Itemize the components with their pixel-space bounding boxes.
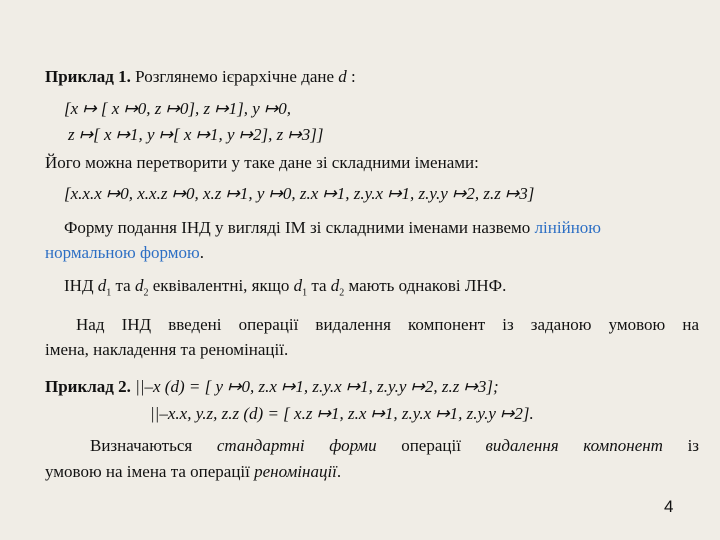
example2-line1	[45, 376, 700, 398]
linear-form-link-part1[interactable]: лінійною	[534, 218, 601, 237]
para-defined-line1	[90, 435, 699, 457]
example2-formula2: ||–x.x, y.z, z.z (d) = [ x.z ↦1, z.x ↦1, z.y.x ↦1, z.y.y ↦2].	[150, 404, 534, 423]
equiv-d1: d	[97, 276, 107, 295]
defined-period: .	[336, 462, 342, 481]
formula1-line1: [x ↦ [ x ↦0, z ↦0], z ↦1], y ↦0,	[64, 99, 292, 118]
page-number: 4	[664, 497, 674, 516]
equiv-text-a: ІНД	[64, 276, 98, 295]
defined-standard-forms: стандартні форми	[216, 436, 377, 455]
equiv-text-and: та	[307, 276, 331, 295]
para-linear-form-end: .	[199, 243, 204, 262]
para-linear-form-text: Форму подання ІНД у вигляді ІМ зі складними іменами назвемо	[64, 218, 535, 237]
example1-intro: Розглянемо ієрархічне дане	[135, 67, 335, 86]
para-operations-line2: імена, накладення та реномінації.	[45, 340, 289, 359]
example1-label: Приклад 1.	[45, 67, 131, 86]
formula2: [x.x.x ↦0, x.x.z ↦0, x.z ↦1, y ↦0, z.x ↦1, z.y.x ↦1, z.y.y ↦2, z.z ↦3]	[64, 184, 535, 203]
text-can-transform: Його можна перетворити у таке дане зі складними іменами:	[45, 153, 479, 172]
equiv-text-c: еквівалентні, якщо	[148, 276, 294, 295]
linear-form-link-part2[interactable]: нормальною формою	[45, 243, 200, 262]
equiv-text-b: та	[111, 276, 135, 295]
example2-label: Приклад 2.	[45, 377, 131, 396]
para-linear-form-line2	[45, 242, 700, 264]
example1-colon: :	[346, 67, 356, 86]
equiv-text-e: мають однакові ЛНФ.	[344, 276, 507, 295]
para-operations-line1: Над ІНД введені операції видалення компонент із заданою умовою на	[76, 315, 699, 334]
equiv-sub1: 1	[106, 287, 112, 299]
defined-renomination: реномінації	[254, 462, 337, 481]
example1-var: d	[338, 67, 347, 86]
equiv-d1b: d	[293, 276, 303, 295]
equiv-d2: d	[134, 276, 144, 295]
example2-formula1: ||–x (d) = [ y ↦0, z.x ↦1, z.y.x ↦1, z.y.y ↦2, z.z ↦3];	[135, 377, 499, 396]
para-defined-line2	[45, 461, 700, 483]
defined-text-a: Визначаються	[90, 436, 193, 455]
equiv-d2b: d	[330, 276, 340, 295]
defined-removal: видалення компонент	[485, 436, 663, 455]
formula1-line2: z ↦[ x ↦1, y ↦[ x ↦1, y ↦2], z ↦3]]	[68, 125, 324, 144]
example1-heading	[45, 66, 700, 88]
equiv-sub2: 2	[143, 287, 149, 299]
defined-text-f: умовою на імена та операції	[45, 462, 255, 481]
defined-text-e: із	[687, 436, 700, 455]
equiv-sub1b: 1	[302, 287, 308, 299]
para-linear-form-line1	[64, 217, 700, 239]
equiv-sub2b: 2	[339, 287, 345, 299]
defined-text-c: операції	[401, 436, 461, 455]
para-equivalence	[64, 275, 719, 304]
